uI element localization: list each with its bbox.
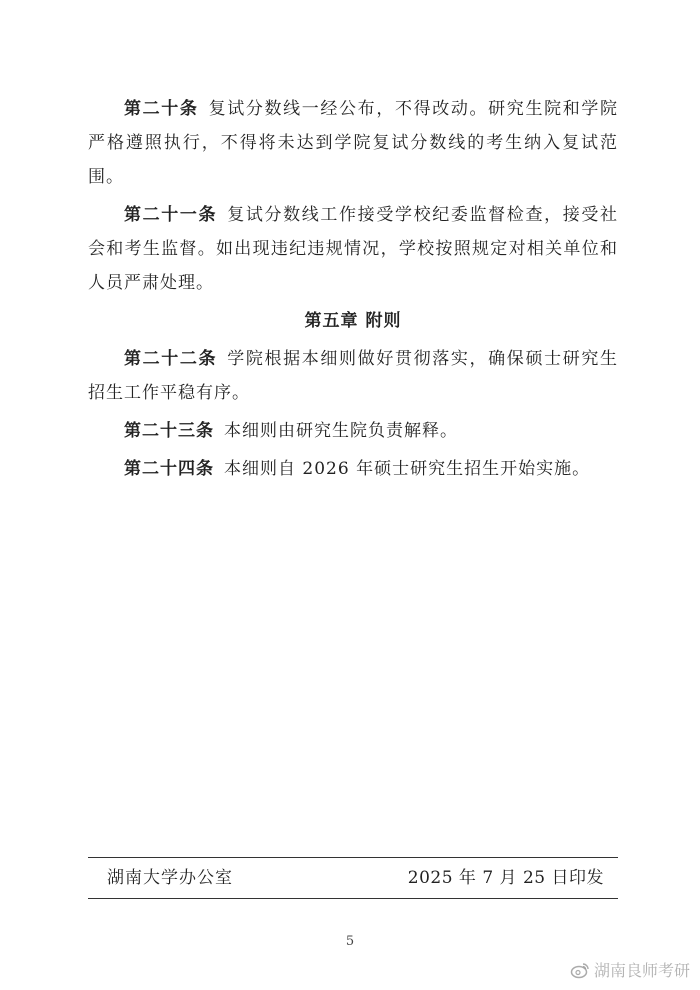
article-label: 第二十一条: [124, 205, 218, 225]
article-text: 本细则自 2026 年硕士研究生招生开始实施。: [224, 459, 591, 479]
footer-divider-bottom: [88, 898, 618, 899]
footer-divider-top: [88, 857, 618, 858]
article-text: 复试分数线工作接受学校纪委监督检查，接受社会和考生监督。如出现违纪违规情况，学校按照规定对相关单位和人员严肃处理。: [88, 205, 619, 293]
article-20: [88, 92, 618, 194]
page-number: 5: [345, 934, 355, 949]
footer-issuer: 湖南大学办公室: [107, 868, 233, 888]
article-label: 第二十三条: [124, 421, 214, 441]
article-23: [88, 414, 618, 448]
chapter-heading: 第五章 附则: [304, 311, 402, 331]
watermark: [570, 958, 690, 981]
article-text: 复试分数线一经公布，不得改动。研究生院和学院严格遵照执行，不得将未达到学院复试分数线的考生纳入复试范围。: [88, 99, 619, 187]
article-24: [88, 452, 618, 486]
article-text: 本细则由研究生院负责解释。: [224, 421, 458, 441]
article-label: 第二十四条: [124, 459, 214, 479]
document-body: [88, 92, 618, 490]
article-label: 第二十二条: [124, 349, 218, 369]
watermark-text: 湖南良师考研: [593, 961, 690, 980]
footer-date: 2025 年 7 月 25 日印发: [407, 868, 604, 888]
article-text: 学院根据本细则做好贯彻落实，确保硕士研究生招生工作平稳有序。: [88, 349, 619, 403]
weibo-icon: [570, 961, 590, 979]
article-21: [88, 198, 618, 300]
article-label: 第二十条: [124, 99, 199, 119]
article-22: [88, 342, 618, 410]
